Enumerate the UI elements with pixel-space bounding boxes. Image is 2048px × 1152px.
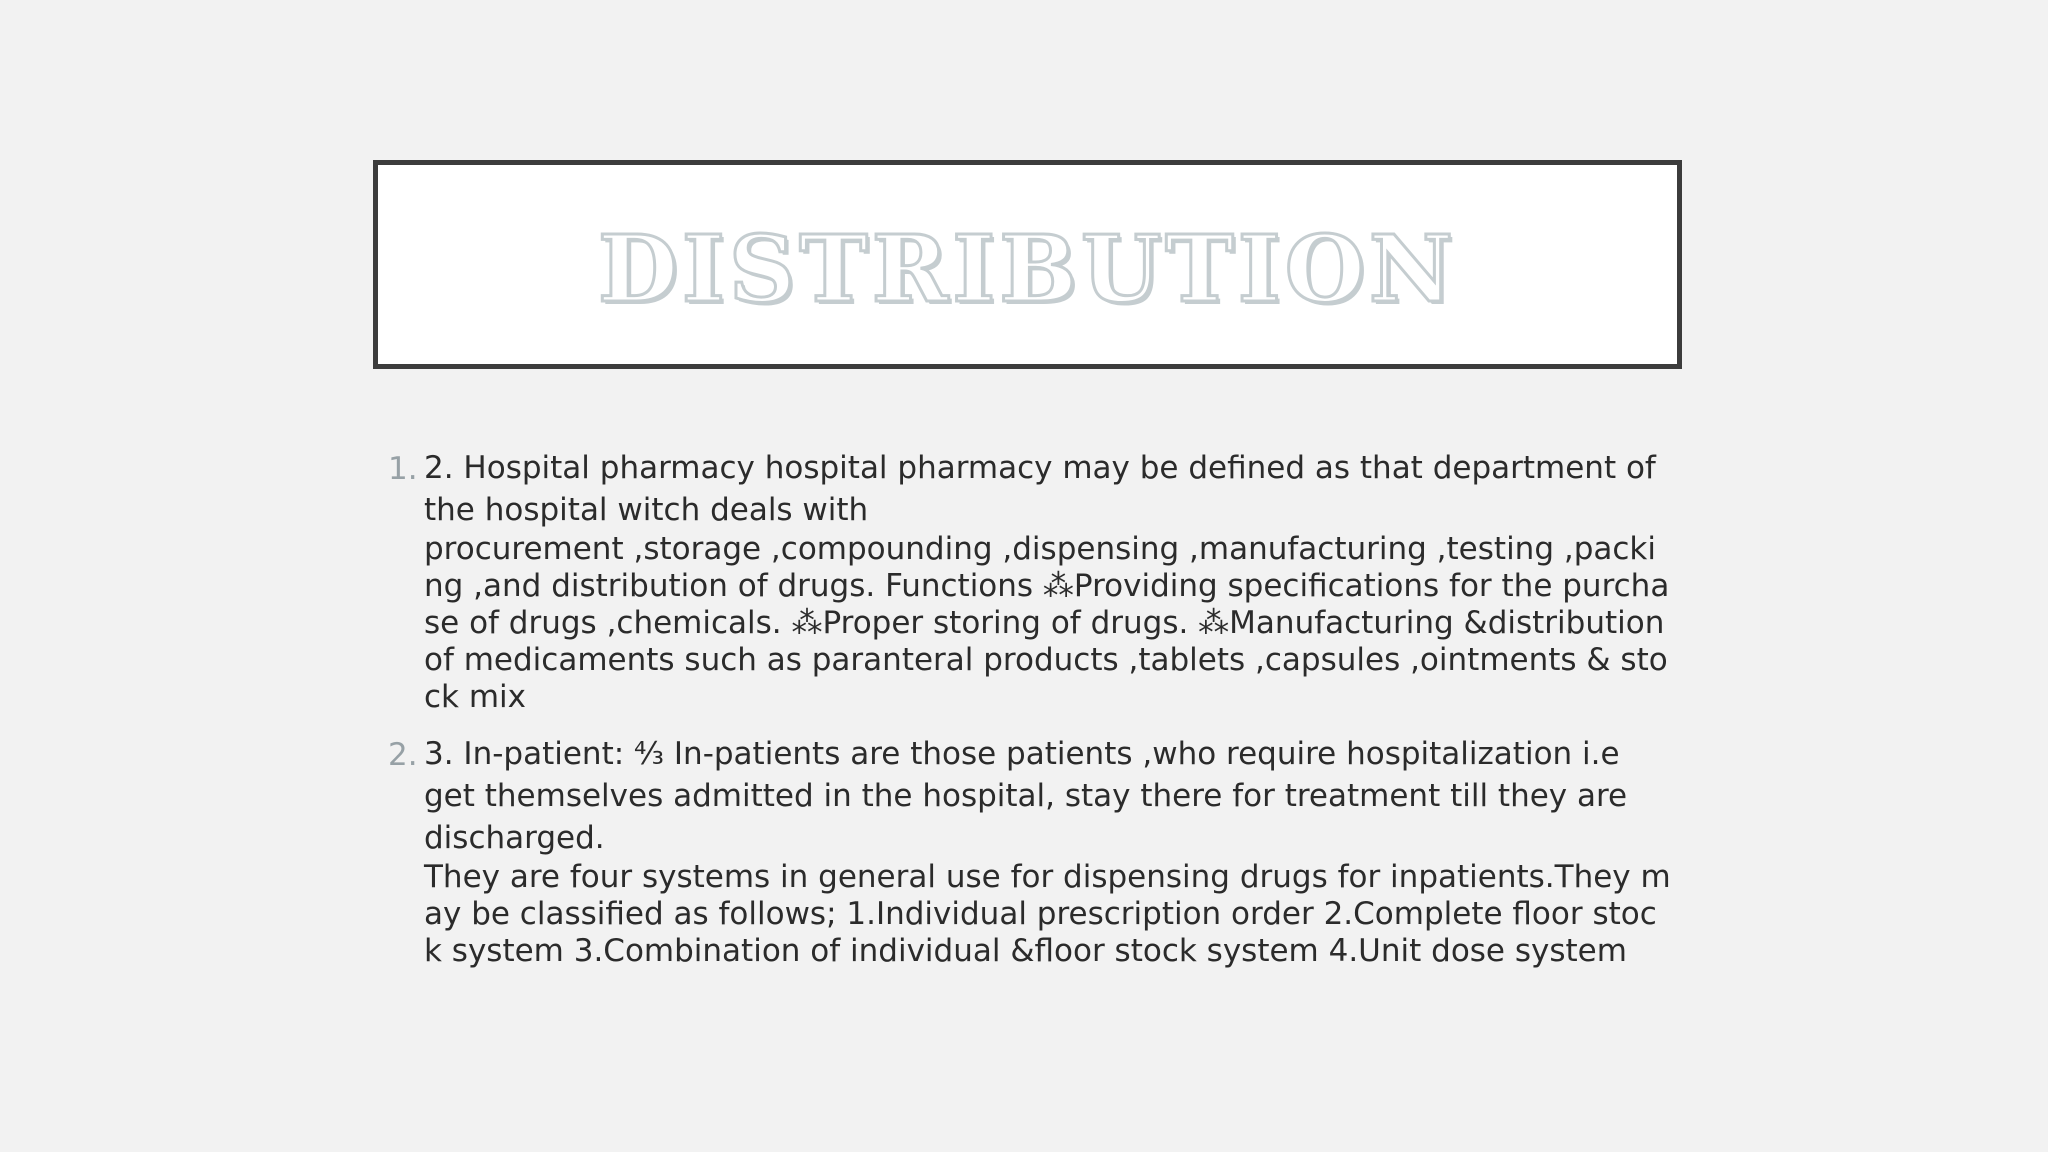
list-item-text: procurement ,storage ,compounding ,dispensing ,manufacturing ,testing ,packing ,and distribution of drugs. Functions ⁂Providing specifications for the purchase of drugs ,chemicals. ⁂Proper storing of drugs. ⁂Manufacturing &distribution of medicaments such as paranteral products ,tablets ,capsules ,ointments & stock mix [424,531,1670,715]
list-item-first-line: 3. In-patient: ⁴⁄₃ In-patients are those patients ,who require hospitalization i.e get themselves admitted in the hospital, stay there for treatment till they are discharged. [424,736,1628,856]
list-item-body [424,733,1673,970]
title-box [373,160,1682,369]
list-item-text: They are four systems in general use for dispensing drugs for inpatients.They may be classified as follows; 1.Individual prescription order 2.Complete floor stock system 3.Combination of individual &floor stock system 4.Unit dose system [424,859,1671,969]
list-item-first-line: 2. Hospital pharmacy hospital pharmacy may be defined as that department of the hospital witch deals with [424,450,1656,528]
list-item-number: 1. [388,451,418,487]
list-item [388,733,1673,970]
list-item-number: 2. [388,737,418,773]
slide-title: DISTRIBUTION [598,214,1457,323]
list-item [388,447,1673,716]
list-item-body [424,447,1673,716]
numbered-list [388,447,1673,987]
